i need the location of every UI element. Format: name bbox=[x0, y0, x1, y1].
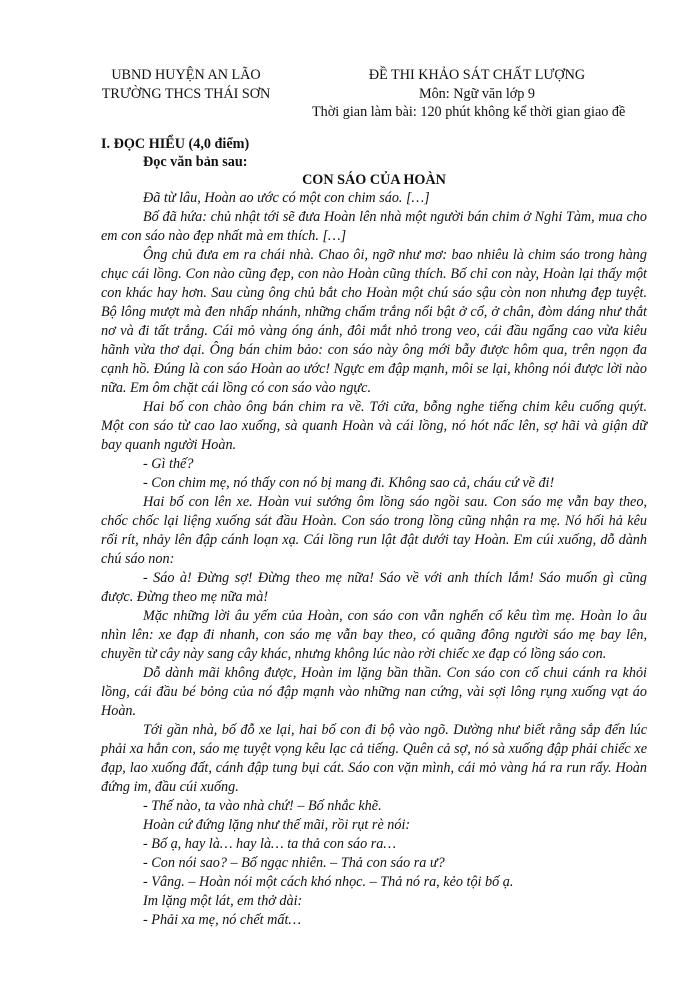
section-heading: I. ĐỌC HIỂU (4,0 điểm) bbox=[101, 136, 250, 152]
dialogue-line: - Con nói sao? – Bố ngạc nhiên. – Thả con sáo ra ư? bbox=[143, 855, 445, 871]
dialogue-line: - Vâng. – Hoàn nói một cách khó nhọc. – Thả nó ra, kẻo tội bố ạ. bbox=[143, 874, 514, 890]
story-paragraph: Dỗ dành mãi không được, Hoàn im lặng bần thần. Con sáo con cố chui cánh ra khỏi lồng, cái đầu bé bỏng của nó đập mạnh vào những nan cứng, vài sợi lông rụng xuống vạt áo Hoàn. bbox=[101, 665, 647, 719]
story-paragraph: Im lặng một lát, em thở dài: bbox=[143, 893, 303, 909]
exam-title: ĐỀ THI KHẢO SÁT CHẤT LƯỢNG bbox=[368, 67, 586, 83]
story-paragraph: Tới gần nhà, bố đỗ xe lại, hai bố con đi bộ vào ngõ. Dường như biết rằng sắp đến lúc phải xa hẳn con, sáo mẹ tuyệt vọng kêu lạc cả tiếng. Quên cả sợ, nó sà xuống đập phải chiếc xe đạp, lao xuống đất, cánh đập tung bụi cát. Sáo con vặn mình, cái mỏ vàng há ra run rẩy. Hoàn đứng im, đầu cúi xuống. bbox=[101, 722, 647, 795]
story-paragraph: Ông chủ đưa em ra chái nhà. Chao ôi, ngỡ như mơ: bao nhiêu là chim sáo trong hàng chục cái lồng. Con nào cũng đẹp, con nào Hoàn cũng thích. Bố chỉ con này, Hoàn lại thấy một con khác hay hơn. Sau cùng ông chủ bắt cho Hoàn một chú sáo sậu còn non nhưng đẹp tuyệt. Bộ lông mượt mà đen nhấp nhánh, những chấm trắng nổi bật ở cổ, ở chân, đòm dáng như thắt nơ và đi tất trắng. Cái mỏ vàng óng ánh, đôi mắt nhỏ trong veo, cái đầu ngẩng cao vừa kiêu hãnh vừa thơ dại. Ông bán chim bảo: con sáo này ông mới bẫy được hôm qua, trên ngọn đa cạnh hồ. Đúng là con sáo Hoàn ao ước! Ngực em đập mạnh, môi se lại, không nói được lời nào nữa. Em ôm chặt cái lồng có con sáo vào ngực. bbox=[101, 247, 647, 396]
story-paragraph: Bố đã hứa: chủ nhật tới sẽ đưa Hoàn lên nhà một người bán chim ở Nghi Tàm, mua cho em con sáo nào đẹp nhất mà em thích. […] bbox=[101, 209, 647, 244]
dialogue-line: - Gì thế? bbox=[143, 456, 194, 472]
story-text bbox=[101, 189, 647, 930]
dialogue-line: - Thế nào, ta vào nhà chứ! – Bố nhắc khẽ. bbox=[143, 798, 382, 814]
dialogue-line: - Bố ạ, hay là… hay là… ta thả con sáo ra… bbox=[143, 836, 396, 852]
school-name: TRƯỜNG THCS THÁI SƠN bbox=[101, 86, 271, 102]
story-paragraph: Hai bố con chào ông bán chim ra về. Tới cửa, bỗng nghe tiếng chim kêu cuống quýt. Một con sáo từ cao lao xuống, sà quanh Hoàn và cái lồng, nó hót nấc lên, sợ hãi và giận dữ bay quanh người Hoàn. bbox=[101, 399, 647, 453]
dialogue-line: - Con chim mẹ, nó thấy con nó bị mang đi. Không sao cả, cháu cứ về đi! bbox=[143, 475, 555, 491]
story-paragraph: Hoàn cứ đứng lặng như thế mãi, rồi rụt rè nói: bbox=[143, 817, 411, 833]
exam-duration: Thời gian làm bài: 120 phút không kể thời gian giao đề bbox=[312, 104, 626, 120]
story-paragraph: Hai bố con lên xe. Hoàn vui sướng ôm lồng sáo ngồi sau. Con sáo mẹ vẫn bay theo, chốc chốc lại liệng xuống sát đầu Hoàn. Con sáo trong lồng cũng nhận ra mẹ. Nó hối hả kêu rối rít, nhảy lên đập cánh loạn xạ. Cái lồng run lật đật dưới tay Hoàn. Em cúi xuống, dỗ dành chú sáo non: bbox=[101, 494, 647, 567]
story-paragraph: Đã từ lâu, Hoàn ao ước có một con chim sáo. […] bbox=[143, 190, 430, 206]
reading-instruction: Đọc văn bản sau: bbox=[143, 154, 248, 170]
dialogue-line: - Phải xa mẹ, nó chết mất… bbox=[143, 912, 301, 928]
story-paragraph: Mặc những lời âu yếm của Hoàn, con sáo con vẫn nghển cổ kêu tìm mẹ. Hoàn lo âu nhìn lên: xe đạp đi nhanh, con sáo mẹ vẫn bay theo, có quãng đông người sáo mẹ bay lên, chuyền từ cây này sang cây khác, nhưng không lúc nào rời chiếc xe đạp có lồng sáo con. bbox=[101, 608, 647, 662]
exam-subject: Môn: Ngữ văn lớp 9 bbox=[418, 86, 536, 102]
dialogue-line: - Sáo à! Đừng sợ! Đừng theo mẹ nữa! Sáo về với anh thích lắm! Sáo muốn gì cũng được. Đừng theo mẹ nữa mà! bbox=[101, 570, 647, 605]
story-title: CON SÁO CỦA HOÀN bbox=[302, 172, 446, 188]
school-district-name: UBND HUYỆN AN LÃO bbox=[111, 67, 261, 83]
